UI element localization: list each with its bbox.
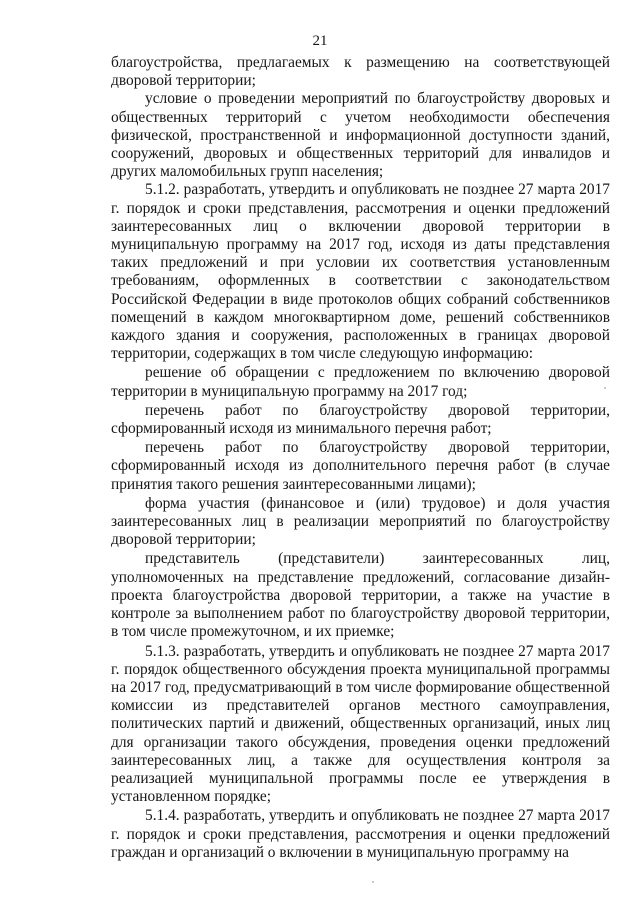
paragraph-3: 5.1.2. разработать, утвердить и опубликовать не позднее 27 марта 2017 г. порядок и сроки представления, рассмотрения и оценки предложений заинтересованных лиц о включении дворовой территории в муниципальную программу на 2017 год, исходя из даты представления таких предложений и при условии их соответствия установленным требованиям, оформленных в соответствии с законодательством Российской Федерации в виде протоколов общих собраний собственников помещений в каждом многоквартирном доме, решений собственников каждого здания и сооружения, расположенных в границах дворовой территории, содержащих в том числе следующую информацию: xyxy=(111,181,610,363)
paragraph-6: перечень работ по благоустройству дворовой территории, сформированный исходя из дополнительного перечня работ (в случае принятия такого решения заинтересованными лицами); xyxy=(111,439,610,493)
paragraph-9: 5.1.3. разработать, утвердить и опубликовать не позднее 27 марта 2017 г. порядок общественного обсуждения проекта муниципальной программы на 2017 год, предусматривающий в том числе формирование общественной комиссии из представителей органов местного самоуправления, политических партий и движений, общественных организаций, иных лиц для организации такого обсуждения, проведения оценки предложений заинтересованных лиц, а также для осуществления контроля за реализацией муниципальной программы после ее утверждения в установленном порядке; xyxy=(111,642,610,806)
document-body xyxy=(111,54,610,862)
paragraph-8: представитель (представители) заинтересованных лиц, уполномоченных на представление предложений, согласование дизайн-проекта благоустройства дворовой территории, а также на участие в контроле за выполнением работ по благоустройству дворовой территории, в том числе промежуточном, и их приемке; xyxy=(111,550,610,641)
paragraph-7: форма участия (финансовое и (или) трудовое) и доля участия заинтересованных лиц в реализации мероприятий по благоустройству дворовой территории; xyxy=(111,494,610,549)
paragraph-1: благоустройства, предлагаемых к размещению на соответствующей дворовой территории; xyxy=(111,54,610,90)
paragraph-4: решение об обращении с предложением по включению дворовой территории в муниципальную программу на 2017 год; xyxy=(111,364,610,400)
paragraph-2: условие о проведении мероприятий по благоустройству дворовых и общественных территорий с учетом необходимости обеспечения физической, пространственной и информационной доступности зданий, сооружений, дворовых и общественных территорий для инвалидов и других маломобильных групп населения; xyxy=(111,90,610,181)
scan-speck xyxy=(604,387,606,389)
page-number: 21 xyxy=(312,33,328,49)
scan-speck xyxy=(372,881,374,883)
paragraph-10: 5.1.4. разработать, утвердить и опубликовать не позднее 27 марта 2017 г. порядок и сроки представления, рассмотрения и оценки предложений граждан и организаций о включении в муниципальную программу на xyxy=(111,807,610,861)
paragraph-5: перечень работ по благоустройству дворовой территории, сформированный исходя из минимального перечня работ; xyxy=(111,401,610,438)
